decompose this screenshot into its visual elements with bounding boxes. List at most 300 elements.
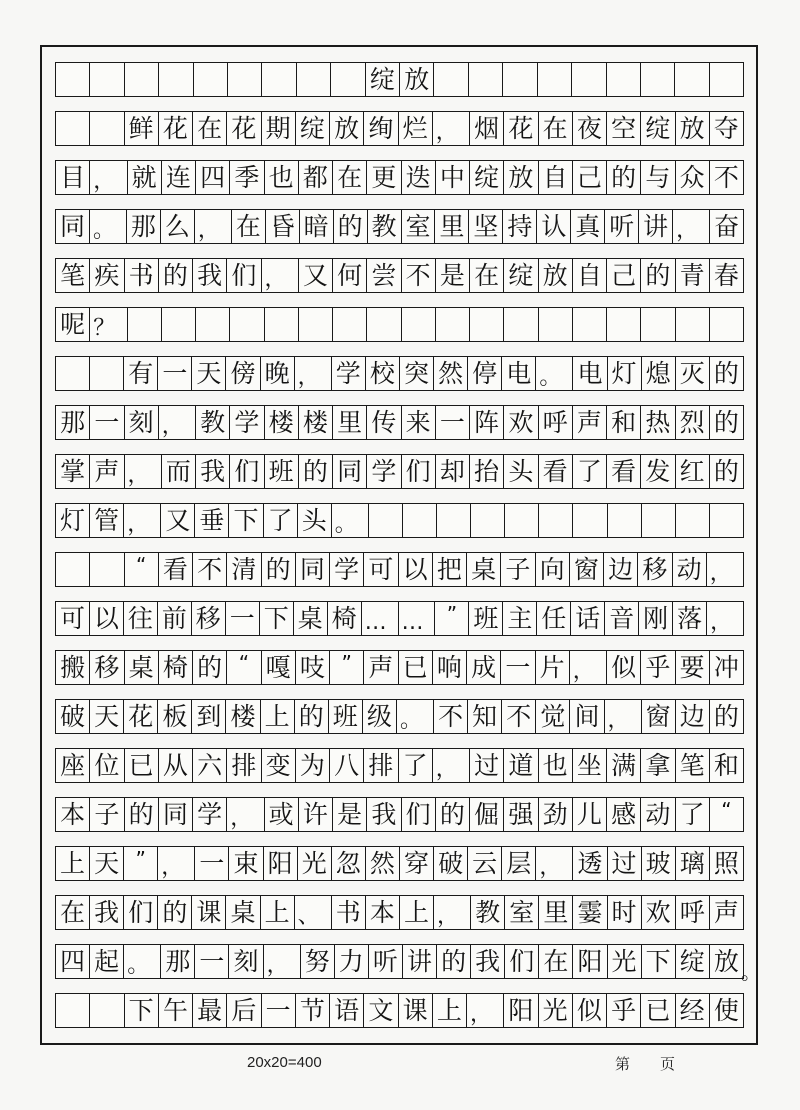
grid-cell: 学: [230, 406, 264, 439]
grid-cell: 讲: [639, 210, 673, 243]
grid-cell: [710, 63, 743, 96]
grid-cell: 窗: [570, 553, 604, 586]
grid-cell: ，: [709, 561, 732, 586]
grid-cell: [641, 63, 675, 96]
grid-cell: …: [399, 602, 436, 635]
grid-cell: [297, 63, 331, 96]
grid-cell: 和: [713, 751, 739, 780]
grid-cell: 傍: [226, 357, 260, 390]
grid-cell: 然: [366, 847, 400, 880]
grid-cell: [56, 994, 90, 1027]
grid-cell: 成: [467, 651, 501, 684]
grid-cell: 的: [299, 455, 333, 488]
grid-cell: ，: [673, 210, 710, 243]
grid-cell: 头: [298, 504, 332, 537]
grid-cell: 下: [229, 504, 263, 537]
grid-cell: 的: [607, 161, 641, 194]
grid-cell: [641, 308, 675, 341]
grid-cell: 楼: [226, 700, 260, 733]
grid-cell: 室: [402, 210, 436, 243]
grid-cell: 落: [673, 602, 707, 635]
grid-cell: 已: [399, 651, 433, 684]
grid-cell: 里: [539, 896, 573, 929]
grid-cell: [437, 504, 471, 537]
grid-cell: [436, 308, 470, 341]
grid-cell: 过: [608, 847, 642, 880]
grid-cell: 嘎: [262, 651, 296, 684]
grid-cell: 同: [296, 553, 330, 586]
grid-row: [55, 895, 744, 930]
grid-cell: 音: [605, 602, 639, 635]
grid-cell: [90, 63, 124, 96]
grid-cell: 刻: [229, 945, 263, 978]
grid-cell: 烂: [399, 112, 433, 145]
grid-cell: 灭: [676, 357, 710, 390]
grid-cell: 同: [56, 210, 90, 243]
grid-cell: 桌: [467, 553, 501, 586]
grid-cell: 学: [193, 798, 227, 831]
grid-cell: 的: [713, 359, 739, 388]
grid-cell: [56, 553, 90, 586]
grid-cell: 六: [193, 749, 227, 782]
grid-cell: 了: [573, 455, 607, 488]
grid-cell: 校: [366, 357, 400, 390]
grid-cell: 光: [539, 994, 573, 1027]
grid-cell: 停: [468, 357, 502, 390]
grid-cell: 我: [90, 896, 124, 929]
grid-cell: 又: [299, 259, 333, 292]
grid-cell: 灯: [56, 504, 90, 537]
grid-cell: ，: [158, 847, 195, 880]
grid-cell: 在: [333, 161, 367, 194]
grid-cell: [56, 357, 90, 390]
grid-cell: 己: [607, 259, 641, 292]
grid-cell: ，: [125, 455, 162, 488]
grid-cell: 自: [573, 259, 607, 292]
grid-cell: 季: [230, 161, 264, 194]
grid-cell: 知: [468, 700, 502, 733]
grid-cell: [434, 63, 468, 96]
grid-cell: 课: [192, 896, 226, 929]
grid-cell: 又: [161, 504, 195, 537]
grid-cell: 天: [90, 700, 124, 733]
grid-cell: 来: [402, 406, 436, 439]
grid-cell: ”: [124, 847, 158, 880]
grid-cell: 束: [229, 847, 263, 880]
grid-cell: 感: [607, 798, 641, 831]
grid-cell: 光: [608, 945, 642, 978]
page-label-prefix: 第: [615, 1055, 631, 1073]
grid-cell: ，: [124, 504, 161, 537]
grid-row: [55, 699, 744, 734]
grid-cell: 强: [504, 798, 538, 831]
grid-cell: 更: [367, 161, 401, 194]
grid-cell: 光: [298, 847, 332, 880]
grid-cell: 放: [504, 161, 538, 194]
grid-cell: 昏: [266, 210, 300, 243]
grid-cell: [573, 504, 607, 537]
grid-cell: 教: [471, 896, 505, 929]
grid-cell: 为: [296, 749, 330, 782]
grid-cell: 道: [504, 749, 538, 782]
grid-cell: [503, 63, 537, 96]
grid-cell: 下: [260, 602, 294, 635]
grid-cell: 在: [193, 112, 227, 145]
grid-cell: 我: [196, 455, 230, 488]
grid-row: [55, 307, 744, 342]
grid-cell: 的: [713, 457, 739, 486]
grid-cell: 已: [125, 749, 159, 782]
grid-cell: 力: [335, 945, 369, 978]
grid-cell: [159, 63, 193, 96]
grid-cell: [505, 504, 539, 537]
grid-cell: ，: [159, 406, 196, 439]
grid-cell: 笔: [676, 749, 710, 782]
grid-cell: [471, 504, 505, 537]
grid-cell: “: [227, 651, 261, 684]
grid-cell: 抬: [470, 455, 504, 488]
grid-cell: 楼: [265, 406, 299, 439]
grid-cell: 一: [195, 945, 229, 978]
grid-cell: [262, 63, 296, 96]
grid-cell: 欢: [504, 406, 538, 439]
grid-count-label: 20x20=400: [247, 1054, 322, 1071]
grid-cell: 透: [573, 847, 607, 880]
grid-cell: 似: [573, 994, 607, 1027]
grid-cell: 呼: [539, 406, 573, 439]
grid-cell: [333, 308, 367, 341]
grid-cell: 班: [265, 455, 299, 488]
grid-row: [55, 503, 744, 538]
grid-cell: 间: [570, 700, 604, 733]
grid-cell: [710, 504, 743, 537]
grid-cell: ，: [227, 798, 264, 831]
grid-cell: 座: [56, 749, 90, 782]
overflow-punctuation: 。: [741, 960, 761, 984]
grid-row: [55, 454, 744, 489]
grid-cell: 也: [539, 749, 573, 782]
grid-cell: 中: [436, 161, 470, 194]
grid-cell: ，: [295, 357, 332, 390]
grid-cell: 暗: [300, 210, 334, 243]
grid-cell: 绽: [366, 63, 400, 96]
grid-cell: 文: [364, 994, 398, 1027]
grid-cell: 。: [332, 504, 369, 537]
grid-cell: [196, 308, 230, 341]
grid-cell: 学: [332, 357, 366, 390]
grid-cell: 看: [539, 455, 573, 488]
grid-cell: 一: [501, 651, 535, 684]
grid-cell: 里: [435, 210, 469, 243]
grid-cell: 节: [296, 994, 330, 1027]
grid-cell: 子: [501, 553, 535, 586]
grid-cell: [676, 504, 710, 537]
grid-cell: 前: [158, 602, 192, 635]
grid-cell: 认: [537, 210, 571, 243]
grid-cell: [676, 308, 710, 341]
grid-cell: 八: [330, 749, 364, 782]
grid-cell: [539, 504, 573, 537]
grid-cell: 的: [158, 896, 192, 929]
grid-cell: [710, 308, 743, 341]
grid-cell: 放: [713, 947, 739, 976]
grid-cell: 不: [713, 163, 739, 192]
grid-cell: 椅: [159, 651, 193, 684]
grid-row: [55, 748, 744, 783]
grid-cell: 一: [262, 994, 296, 1027]
grid-cell: 天: [90, 847, 124, 880]
grid-cell: 搬: [56, 651, 90, 684]
grid-cell: 刚: [639, 602, 673, 635]
grid-cell: 垂: [195, 504, 229, 537]
grid-cell: [230, 308, 264, 341]
grid-cell: 椅: [328, 602, 362, 635]
grid-cell: 响: [433, 651, 467, 684]
grid-cell: 花: [159, 112, 193, 145]
grid-cell: ，: [90, 161, 127, 194]
grid-cell: 一: [226, 602, 260, 635]
grid-cell: 晚: [261, 357, 295, 390]
grid-cell: 似: [607, 651, 641, 684]
grid-cell: 坐: [573, 749, 607, 782]
grid-cell: 声: [364, 651, 398, 684]
grid-cell: 以: [90, 602, 124, 635]
grid-cell: 呼: [676, 896, 710, 929]
grid-cell: 声: [573, 406, 607, 439]
grid-cell: 灯: [608, 357, 642, 390]
grid-cell: [367, 308, 401, 341]
grid-cell: 的: [641, 259, 675, 292]
grid-cell: 可: [56, 602, 90, 635]
grid-cell: …: [362, 602, 399, 635]
grid-cell: 把: [433, 553, 467, 586]
grid-cell: [90, 553, 124, 586]
grid-cell: 那: [56, 406, 90, 439]
grid-cell: 花: [124, 700, 158, 733]
grid-cell: 的: [262, 553, 296, 586]
grid-cell: 。: [124, 945, 161, 978]
grid-cell: 边: [676, 700, 710, 733]
grid-cell: 努: [301, 945, 335, 978]
grid-cell: 主: [503, 602, 537, 635]
grid-cell: 笔: [56, 259, 90, 292]
grid-cell: 么: [161, 210, 195, 243]
grid-row: [55, 405, 744, 440]
grid-cell: [194, 63, 228, 96]
grid-cell: [470, 308, 504, 341]
grid-cell: [369, 504, 403, 537]
grid-cell: 拿: [641, 749, 675, 782]
grid-cell: 的: [713, 408, 739, 437]
grid-cell: 声: [90, 455, 124, 488]
grid-cell: 连: [162, 161, 196, 194]
grid-cell: 掌: [56, 455, 90, 488]
grid-cell: 发: [641, 455, 675, 488]
grid-cell: ？: [90, 308, 127, 341]
grid-cell: [539, 308, 573, 341]
grid-cell: 云: [468, 847, 502, 880]
grid-cell: 讲: [403, 945, 437, 978]
grid-cell: [675, 63, 709, 96]
grid-cell: “: [125, 553, 159, 586]
grid-cell: 绽: [641, 112, 675, 145]
grid-cell: 桌: [294, 602, 328, 635]
grid-cell: 的: [159, 259, 193, 292]
grid-cell: 迭: [402, 161, 436, 194]
grid-cell: 放: [400, 63, 434, 96]
grid-cell: ，: [434, 896, 471, 929]
grid-cell: 冲: [713, 653, 739, 682]
grid-cell: ，: [605, 700, 642, 733]
grid-cell: 我: [193, 259, 227, 292]
grid-cell: 午: [159, 994, 193, 1027]
grid-cell: 向: [536, 553, 570, 586]
grid-cell: 课: [399, 994, 433, 1027]
grid-cell: 持: [503, 210, 537, 243]
grid-cell: 在: [539, 945, 573, 978]
grid-cell: 璃: [676, 847, 710, 880]
grid-cell: [90, 357, 124, 390]
grid-cell: 起: [90, 945, 124, 978]
grid-cell: 可: [364, 553, 398, 586]
grid-cell: 教: [196, 406, 230, 439]
grid-cell: 烟: [470, 112, 504, 145]
grid-cell: 不: [193, 553, 227, 586]
grid-cell: 移: [192, 602, 226, 635]
grid-cell: 不: [434, 700, 468, 733]
grid-cell: [162, 308, 196, 341]
grid-cell: 经: [676, 994, 710, 1027]
grid-cell: 己: [573, 161, 607, 194]
grid-cell: 同: [159, 798, 193, 831]
grid-cell: [128, 308, 162, 341]
grid-cell: 夜: [573, 112, 607, 145]
grid-cell: 上: [56, 847, 90, 880]
grid-cell: 要: [676, 651, 710, 684]
grid-cell: 上: [261, 896, 295, 929]
grid-cell: 放: [330, 112, 364, 145]
grid-cell: 破: [434, 847, 468, 880]
grid-cell: [265, 308, 299, 341]
grid-cell: 绚: [364, 112, 398, 145]
grid-cell: 在: [539, 112, 573, 145]
grid-cell: 有: [124, 357, 158, 390]
grid-cell: 却: [436, 455, 470, 488]
grid-cell: [90, 994, 124, 1027]
grid-cell: 楼: [299, 406, 333, 439]
grid-cell: [572, 63, 606, 96]
grid-row: [55, 209, 744, 244]
grid-cell: 花: [227, 112, 261, 145]
grid-cell: 书: [125, 259, 159, 292]
grid-cell: 们: [124, 896, 158, 929]
grid-cell: 阳: [504, 994, 538, 1027]
grid-cell: 一: [436, 406, 470, 439]
grid-cell: 的: [437, 945, 471, 978]
page-number-label: [615, 1053, 675, 1074]
grid-cell: 到: [192, 700, 226, 733]
grid-cell: 过: [470, 749, 504, 782]
grid-cell: 阳: [264, 847, 298, 880]
grid-cell: 照: [713, 849, 739, 878]
grid-cell: ”: [435, 602, 469, 635]
grid-cell: ，: [570, 651, 607, 684]
grid-cell: 我: [471, 945, 505, 978]
grid-cell: 看: [607, 455, 641, 488]
grid-cell: 电: [502, 357, 536, 390]
grid-cell: 坚: [469, 210, 503, 243]
grid-cell: 使: [713, 996, 739, 1025]
grid-cell: 然: [434, 357, 468, 390]
grid-cell: 了: [676, 798, 710, 831]
grid-cell: 们: [505, 945, 539, 978]
grid-cell: 的: [436, 798, 470, 831]
grid-cell: 那: [161, 945, 195, 978]
grid-cell: 了: [399, 749, 433, 782]
grid-cell: 红: [676, 455, 710, 488]
grid-cell: 了: [264, 504, 298, 537]
grid-cell: 玻: [642, 847, 676, 880]
grid-cell: 期: [262, 112, 296, 145]
grid-cell: 的: [125, 798, 159, 831]
grid-cell: 与: [641, 161, 675, 194]
grid-cell: 下: [125, 994, 159, 1027]
grid-cell: 片: [536, 651, 570, 684]
grid-cell: 们: [227, 259, 261, 292]
grid-cell: 从: [159, 749, 193, 782]
grid-cell: 鲜: [125, 112, 159, 145]
grid-cell: 管: [90, 504, 124, 537]
grid-cell: 排: [364, 749, 398, 782]
grid-cell: 的: [193, 651, 227, 684]
grid-cell: 动: [641, 798, 675, 831]
grid-cell: [642, 504, 676, 537]
grid-row: [55, 846, 744, 881]
grid-cell: 们: [230, 455, 264, 488]
grid-cell: 学: [330, 553, 364, 586]
grid-cell: 乎: [641, 651, 675, 684]
grid-cell: 热: [641, 406, 675, 439]
grid-cell: 许: [299, 798, 333, 831]
grid-cell: 绽: [676, 945, 710, 978]
grid-cell: 板: [158, 700, 192, 733]
grid-cell: 真: [571, 210, 605, 243]
grid-cell: 的: [295, 700, 329, 733]
grid-cell: “: [721, 798, 732, 822]
grid-cell: ，: [710, 610, 733, 635]
grid-cell: 本: [56, 798, 90, 831]
grid-cell: 奋: [714, 212, 740, 241]
grid-cell: 。: [90, 210, 127, 243]
grid-cell: 移: [90, 651, 124, 684]
grid-cell: 是: [333, 798, 367, 831]
grid-cell: 春: [713, 261, 739, 290]
grid-cell: [402, 308, 436, 341]
grid-cell: 书: [332, 896, 366, 929]
grid-cell: 倔: [470, 798, 504, 831]
grid-cell: 已: [641, 994, 675, 1027]
grid-cell: 尝: [367, 259, 401, 292]
grid-cell: 里: [333, 406, 367, 439]
grid-row: [55, 944, 744, 979]
grid-cell: ”: [330, 651, 364, 684]
grid-cell: [56, 112, 90, 145]
grid-cell: 子: [90, 798, 124, 831]
grid-cell: ，: [467, 994, 504, 1027]
grid-cell: 看: [159, 553, 193, 586]
grid-cell: 绽: [296, 112, 330, 145]
grid-cell: 听: [605, 210, 639, 243]
